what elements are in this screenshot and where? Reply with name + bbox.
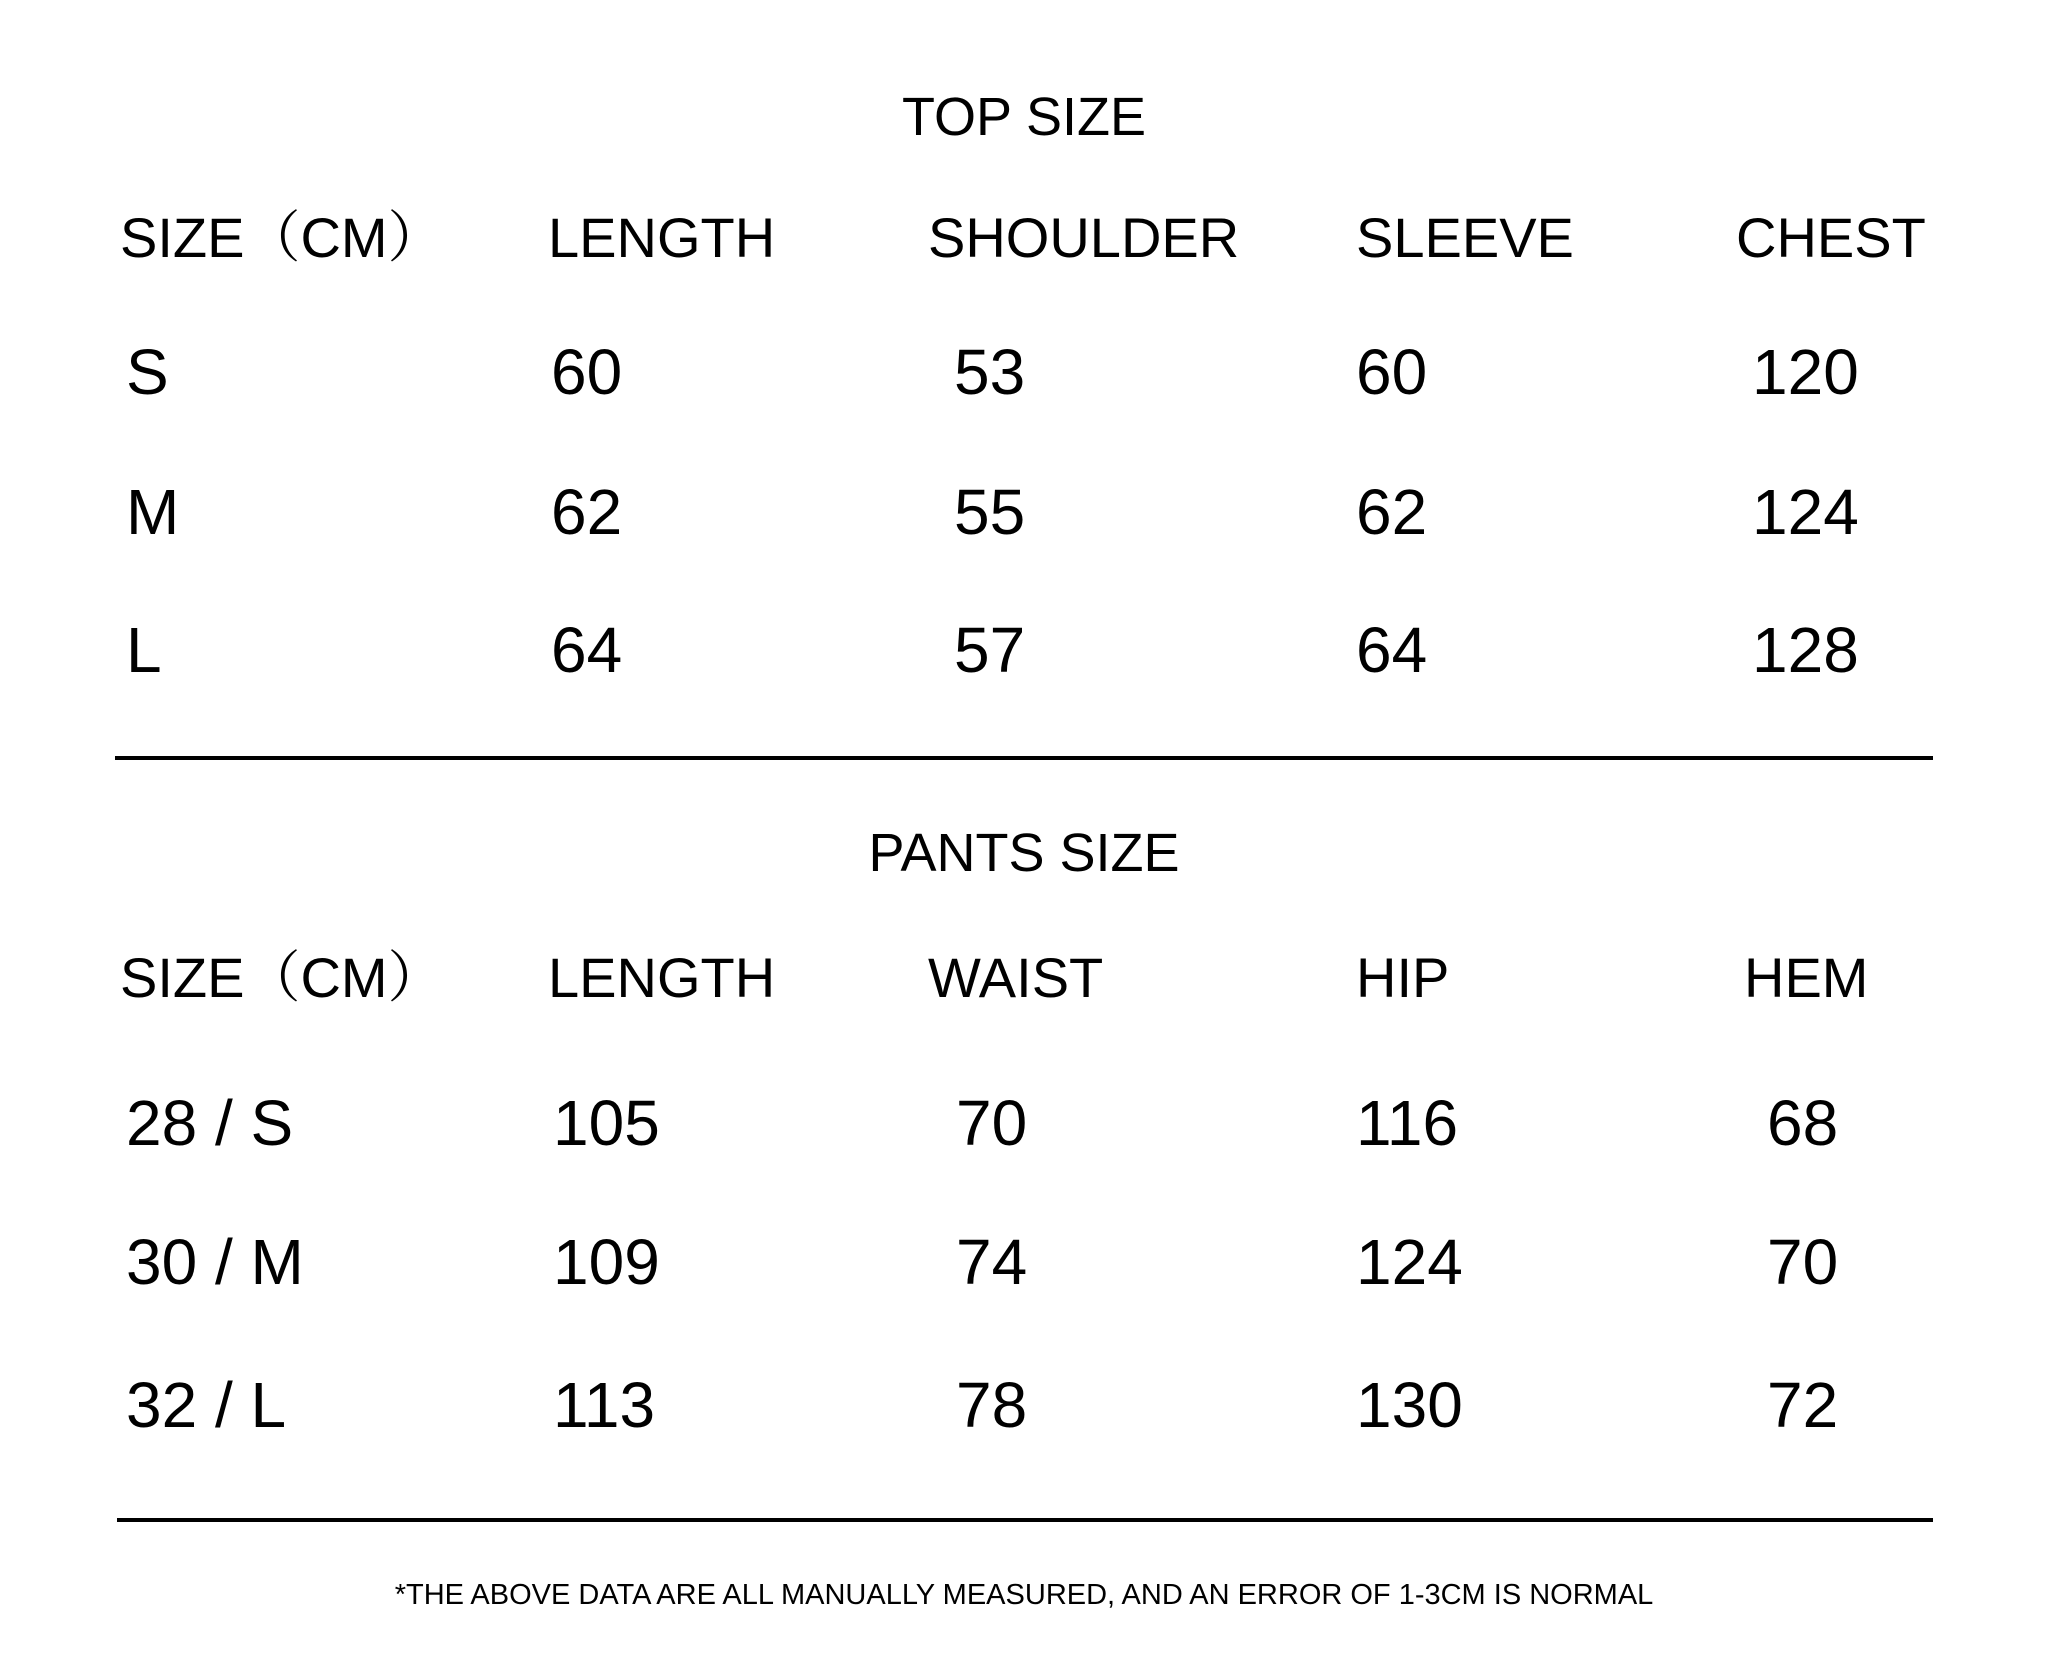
- pants-row-3-length: 113: [553, 1369, 656, 1441]
- pants-row-1-hip: 116: [1356, 1087, 1459, 1159]
- top-row-1-chest: 120: [1752, 336, 1859, 408]
- top-row-2-shoulder: 55: [954, 476, 1026, 548]
- pants-row-3-size: 32 / L: [126, 1369, 287, 1441]
- top-header-size: SIZE（CM）: [120, 206, 444, 269]
- top-row-3-sleeve: 64: [1356, 614, 1428, 686]
- top-row-1-size: S: [126, 336, 169, 408]
- pants-header-length: LENGTH: [548, 946, 776, 1009]
- top-row-1-shoulder: 53: [954, 336, 1026, 408]
- top-row-3-shoulder: 57: [954, 614, 1026, 686]
- pants-row-1-length: 105: [553, 1087, 660, 1159]
- top-row-3-length: 64: [551, 614, 623, 686]
- top-row-3-size: L: [126, 614, 162, 686]
- pants-row-2-waist: 74: [956, 1226, 1028, 1298]
- pants-header-hem: HEM: [1744, 946, 1869, 1009]
- pants-row-2-hip: 124: [1356, 1226, 1463, 1298]
- top-size-title: TOP SIZE: [901, 87, 1147, 147]
- pants-row-3-waist: 78: [956, 1369, 1028, 1441]
- pants-row-2-hem: 70: [1767, 1226, 1839, 1298]
- pants-header-waist: WAIST: [928, 946, 1104, 1009]
- pants-row-3-hip: 130: [1356, 1369, 1463, 1441]
- pants-row-1-size: 28 / S: [126, 1087, 294, 1159]
- pants-header-hip: HIP: [1356, 946, 1450, 1009]
- measurement-footnote: *THE ABOVE DATA ARE ALL MANUALLY MEASURED, AND AN ERROR OF 1-3CM IS NORMAL: [394, 1579, 1654, 1611]
- top-row-3-chest: 128: [1752, 614, 1859, 686]
- top-header-shoulder: SHOULDER: [928, 206, 1240, 269]
- section-divider: [115, 756, 1933, 760]
- pants-header-size: SIZE（CM）: [120, 946, 444, 1009]
- pants-row-1-waist: 70: [956, 1087, 1028, 1159]
- top-row-2-size: M: [126, 476, 180, 548]
- top-header-chest: CHEST: [1736, 206, 1926, 269]
- top-row-1-length: 60: [551, 336, 623, 408]
- top-row-2-chest: 124: [1752, 476, 1859, 548]
- top-header-sleeve: SLEEVE: [1356, 206, 1574, 269]
- pants-row-2-length: 109: [553, 1226, 660, 1298]
- pants-row-3-hem: 72: [1767, 1369, 1839, 1441]
- top-row-1-sleeve: 60: [1356, 336, 1428, 408]
- top-row-2-sleeve: 62: [1356, 476, 1428, 548]
- top-row-2-length: 62: [551, 476, 623, 548]
- pants-row-1-hem: 68: [1767, 1087, 1839, 1159]
- pants-size-title: PANTS SIZE: [868, 823, 1180, 883]
- bottom-divider: [117, 1518, 1933, 1522]
- pants-row-2-size: 30 / M: [126, 1226, 304, 1298]
- top-header-length: LENGTH: [548, 206, 776, 269]
